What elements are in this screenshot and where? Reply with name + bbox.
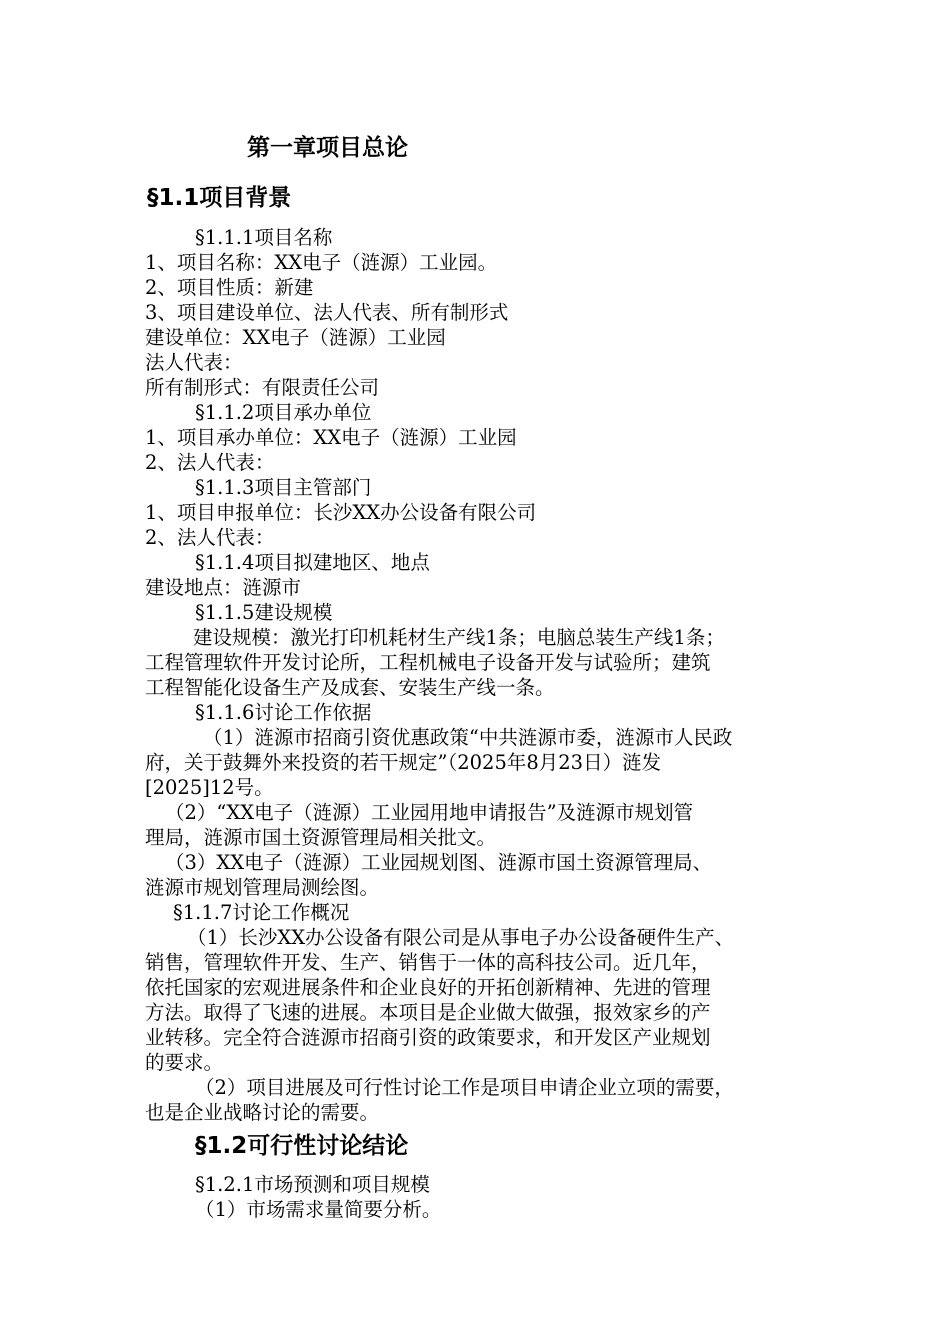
paragraph-line: 依托国家的宏观进展条件和企业良好的开拓创新精神、先进的管理 bbox=[145, 976, 711, 999]
subsection-heading: §1.1.5建设规模 bbox=[195, 601, 333, 624]
paragraph-line: 1、项目申报单位：长沙XX办公设备有限公司 bbox=[145, 501, 537, 524]
paragraph-line: （1）长沙XX办公设备有限公司是从事电子办公设备硬件生产、 bbox=[187, 926, 735, 949]
paragraph-line: （1）涟源市招商引资优惠政策“中共涟源市委，涟源市人民政 bbox=[203, 726, 733, 749]
subsection-heading: §1.1.2项目承办单位 bbox=[195, 401, 372, 424]
paragraph-line: 1、项目承办单位：XX电子（涟源）工业园 bbox=[145, 426, 517, 449]
paragraph-line: 方法。取得了飞速的进展。本项目是企业做大做强，报效家乡的产 bbox=[145, 1001, 711, 1024]
paragraph-line: 2、项目性质：新建 bbox=[145, 276, 314, 299]
paragraph-line: 销售，管理软件开发、生产、销售于一体的高科技公司。近几年， bbox=[145, 951, 711, 974]
paragraph-line: 2、法人代表： bbox=[145, 451, 275, 474]
paragraph-line: 的要求。 bbox=[145, 1051, 224, 1074]
paragraph-line: 建设单位：XX电子（涟源）工业园 bbox=[145, 326, 446, 349]
subsection-heading: §1.1.7讨论工作概况 bbox=[173, 901, 350, 924]
subsection-heading: §1.1.3项目主管部门 bbox=[195, 476, 372, 499]
chapter-title: 第一章项目总论 bbox=[247, 135, 408, 161]
paragraph-line: 业转移。完全符合涟源市招商引资的政策要求，和开发区产业规划 bbox=[145, 1026, 711, 1049]
paragraph-line: 理局，涟源市国土资源管理局相关批文。 bbox=[145, 826, 497, 849]
paragraph-line: 工程智能化设备生产及成套、安装生产线一条。 bbox=[145, 676, 555, 699]
paragraph-line: [2025]12号。 bbox=[145, 776, 274, 799]
paragraph-line: （2）“XX电子（涟源）工业园用地申请报告”及涟源市规划管 bbox=[165, 801, 694, 824]
paragraph-line: 也是企业战略讨论的需要。 bbox=[145, 1101, 380, 1124]
paragraph-line: 所有制形式：有限责任公司 bbox=[145, 376, 380, 399]
subsection-heading: §1.1.6讨论工作依据 bbox=[195, 701, 372, 724]
paragraph-line: 建设规模：激光打印机耗材生产线1条；电脑总装生产线1条； bbox=[193, 626, 725, 649]
section-heading: §1.2可行性讨论结论 bbox=[195, 1133, 409, 1159]
paragraph-line: （2）项目进展及可行性讨论工作是项目申请企业立项的需要， bbox=[195, 1076, 734, 1099]
subsection-heading: §1.1.4项目拟建地区、地点 bbox=[195, 551, 430, 574]
section-heading: §1.1项目背景 bbox=[147, 185, 292, 211]
paragraph-line: 1、项目名称：XX电子（涟源）工业园。 bbox=[145, 251, 498, 274]
paragraph-line: 涟源市规划管理局测绘图。 bbox=[145, 876, 380, 899]
paragraph-line: （3）XX电子（涟源）工业园规划图、涟源市国土资源管理局、 bbox=[165, 851, 713, 874]
paragraph-line: 法人代表： bbox=[145, 351, 243, 374]
paragraph-line: 3、项目建设单位、法人代表、所有制形式 bbox=[145, 301, 509, 324]
paragraph-line: 2、法人代表： bbox=[145, 526, 275, 549]
paragraph-line: （1）市场需求量简要分析。 bbox=[195, 1198, 442, 1221]
paragraph-line: 建设地点：涟源市 bbox=[145, 576, 302, 599]
subsection-heading: §1.1.1项目名称 bbox=[195, 226, 333, 249]
paragraph-line: 工程管理软件开发讨论所，工程机械电子设备开发与试验所；建筑 bbox=[145, 651, 711, 674]
subsection-heading: §1.2.1市场预测和项目规模 bbox=[195, 1173, 430, 1196]
paragraph-line: 府，关于鼓舞外来投资的若干规定”（2025年8月23日）涟发 bbox=[145, 751, 662, 774]
